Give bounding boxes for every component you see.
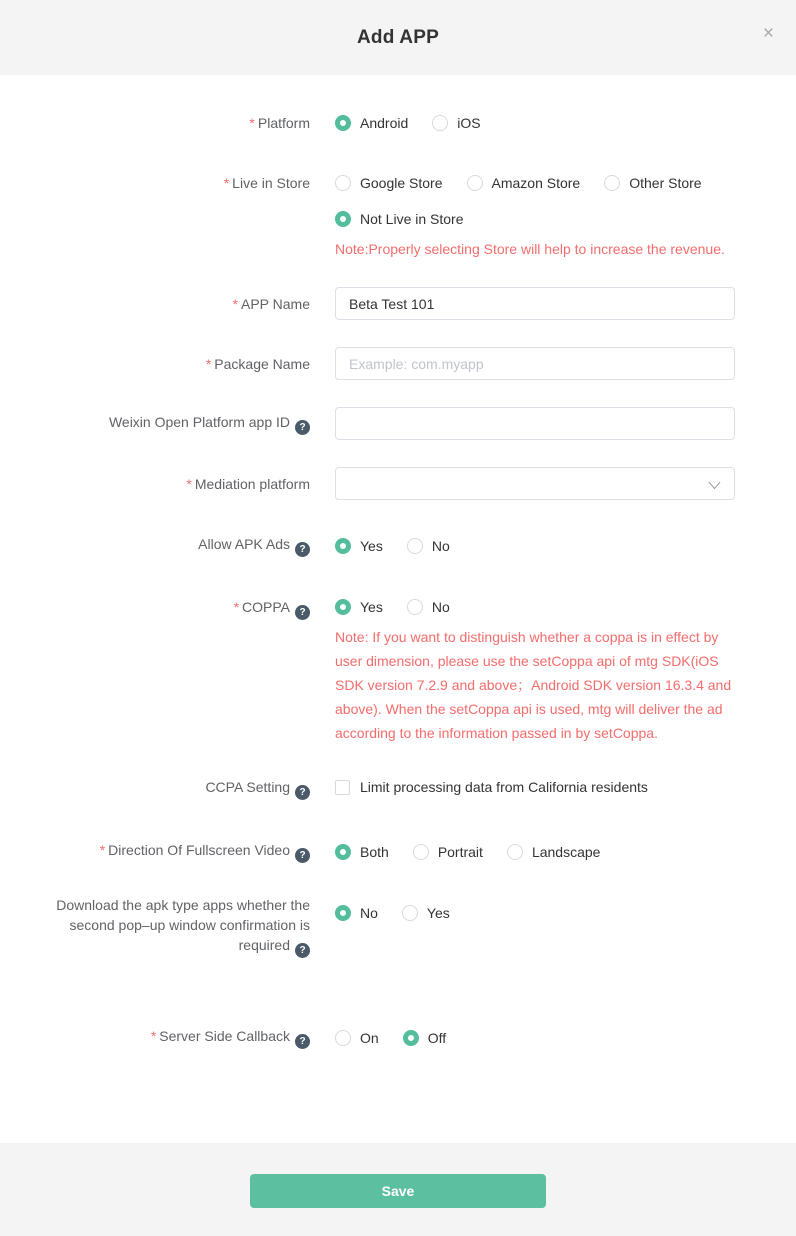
radio-checked-icon <box>403 1030 419 1046</box>
required-asterisk: * <box>233 599 240 615</box>
callback-radio-on[interactable]: On <box>335 1028 379 1048</box>
direction-radio-both[interactable]: Both <box>335 842 389 862</box>
coppa-radio-no[interactable]: No <box>407 597 450 617</box>
add-app-form <box>0 75 796 1111</box>
store-options-row2 <box>335 209 796 229</box>
store-radio-not-live[interactable]: Not Live in Store <box>335 209 464 229</box>
fullscreen-direction-options <box>335 842 796 862</box>
coppa-field <box>0 597 796 745</box>
live-in-store-label: * Live in Store <box>223 175 310 191</box>
callback-radio-off[interactable]: Off <box>403 1028 446 1048</box>
live-in-store-options <box>335 173 796 262</box>
required-asterisk: * <box>232 295 238 312</box>
radio-checked-icon <box>335 115 351 131</box>
fullscreen-direction-label: * Direction Of Fullscreen Video ? <box>0 840 310 863</box>
coppa-note: Note: If you want to distinguish whether a coppa is in effect by user dimension, please use the setCoppa api of mtg SDK(iOS SDK version 7.2.9 and above；Android SDK version 16.3.4 and above). When the setCoppa api is used, mtg will deliver the ad according to the information passed in by setCoppa. <box>335 629 732 741</box>
store-radio-amazon[interactable]: Amazon Store <box>467 173 581 193</box>
package-name-input[interactable] <box>335 347 735 380</box>
modal-footer <box>0 1143 796 1236</box>
required-asterisk: * <box>186 475 192 492</box>
close-icon[interactable]: × <box>762 23 774 44</box>
radio-unchecked-icon <box>413 844 429 860</box>
store-radio-google[interactable]: Google Store <box>335 173 443 193</box>
radio-checked-icon <box>335 211 351 227</box>
apk-ads-radio-yes[interactable]: Yes <box>335 536 383 556</box>
ccpa-setting-field <box>0 777 796 800</box>
server-side-callback-options <box>335 1028 796 1048</box>
package-name-label: * Package Name <box>205 355 310 372</box>
radio-unchecked-icon <box>507 844 523 860</box>
download-confirm-radio-no[interactable]: No <box>335 903 378 923</box>
weixin-app-id-input[interactable] <box>335 407 735 440</box>
help-icon[interactable]: ? <box>295 542 310 557</box>
allow-apk-ads-options <box>335 536 796 556</box>
download-confirm-radio-yes[interactable]: Yes <box>402 903 450 923</box>
help-icon[interactable]: ? <box>295 943 310 958</box>
mediation-platform-select[interactable] <box>335 467 735 500</box>
direction-radio-portrait[interactable]: Portrait <box>413 842 483 862</box>
radio-checked-icon <box>335 905 351 921</box>
radio-unchecked-icon <box>335 1030 351 1046</box>
chevron-down-icon <box>709 476 721 490</box>
mediation-platform-field <box>0 467 796 500</box>
platform-field <box>0 113 796 133</box>
help-icon[interactable]: ? <box>295 785 310 800</box>
apk-ads-radio-no[interactable]: No <box>407 536 450 556</box>
package-name-field <box>0 347 796 380</box>
server-side-callback-field <box>0 1026 796 1049</box>
radio-unchecked-icon <box>402 905 418 921</box>
apk-download-confirm-options <box>335 903 796 923</box>
radio-unchecked-icon <box>407 538 423 554</box>
modal-header <box>0 0 796 75</box>
weixin-app-id-field <box>0 407 796 440</box>
checkbox-unchecked-icon <box>335 780 350 795</box>
ccpa-setting-label: CCPA Setting ? <box>0 777 310 800</box>
app-name-label: * APP Name <box>232 295 310 312</box>
radio-checked-icon <box>335 538 351 554</box>
required-asterisk: * <box>223 175 230 191</box>
save-button[interactable]: Save <box>250 1174 546 1208</box>
store-options-row1 <box>335 173 796 193</box>
mediation-platform-label: * Mediation platform <box>186 475 310 492</box>
required-asterisk: * <box>99 842 106 858</box>
radio-checked-icon <box>335 599 351 615</box>
help-icon[interactable]: ? <box>295 420 310 435</box>
radio-checked-icon <box>335 844 351 860</box>
coppa-radio-yes[interactable]: Yes <box>335 597 383 617</box>
radio-unchecked-icon <box>407 599 423 615</box>
server-side-callback-label: * Server Side Callback ? <box>0 1026 310 1049</box>
app-name-field <box>0 287 796 320</box>
allow-apk-ads-label: Allow APK Ads ? <box>0 534 310 557</box>
help-icon[interactable]: ? <box>295 848 310 863</box>
platform-label: * Platform <box>249 115 310 131</box>
apk-download-confirm-label: Download the apk type apps whether the second pop–up window confirmation is required ? <box>0 895 310 958</box>
radio-unchecked-icon <box>604 175 620 191</box>
allow-apk-ads-field <box>0 534 796 557</box>
platform-options <box>335 113 796 133</box>
radio-unchecked-icon <box>467 175 483 191</box>
app-name-input[interactable] <box>335 287 735 320</box>
live-in-store-field <box>0 173 796 262</box>
coppa-options <box>335 597 796 745</box>
direction-radio-landscape[interactable]: Landscape <box>507 842 601 862</box>
modal-title: Add APP <box>357 26 439 48</box>
store-note: Note:Properly selecting Store will help to increase the revenue. <box>335 241 725 257</box>
help-icon[interactable]: ? <box>295 605 310 620</box>
help-icon[interactable]: ? <box>295 1034 310 1049</box>
apk-download-confirm-field <box>0 895 796 958</box>
required-asterisk: * <box>205 355 212 372</box>
required-asterisk: * <box>150 1028 157 1044</box>
radio-unchecked-icon <box>432 115 448 131</box>
ccpa-checkbox[interactable]: Limit processing data from California residents <box>335 777 648 797</box>
radio-unchecked-icon <box>335 175 351 191</box>
coppa-label: * COPPA ? <box>0 597 310 620</box>
required-asterisk: * <box>249 115 255 131</box>
platform-radio-ios[interactable]: iOS <box>432 113 480 133</box>
weixin-app-id-label: Weixin Open Platform app ID ? <box>0 412 310 435</box>
fullscreen-direction-field <box>0 840 796 863</box>
platform-radio-android[interactable]: Android <box>335 113 408 133</box>
store-radio-other[interactable]: Other Store <box>604 173 701 193</box>
